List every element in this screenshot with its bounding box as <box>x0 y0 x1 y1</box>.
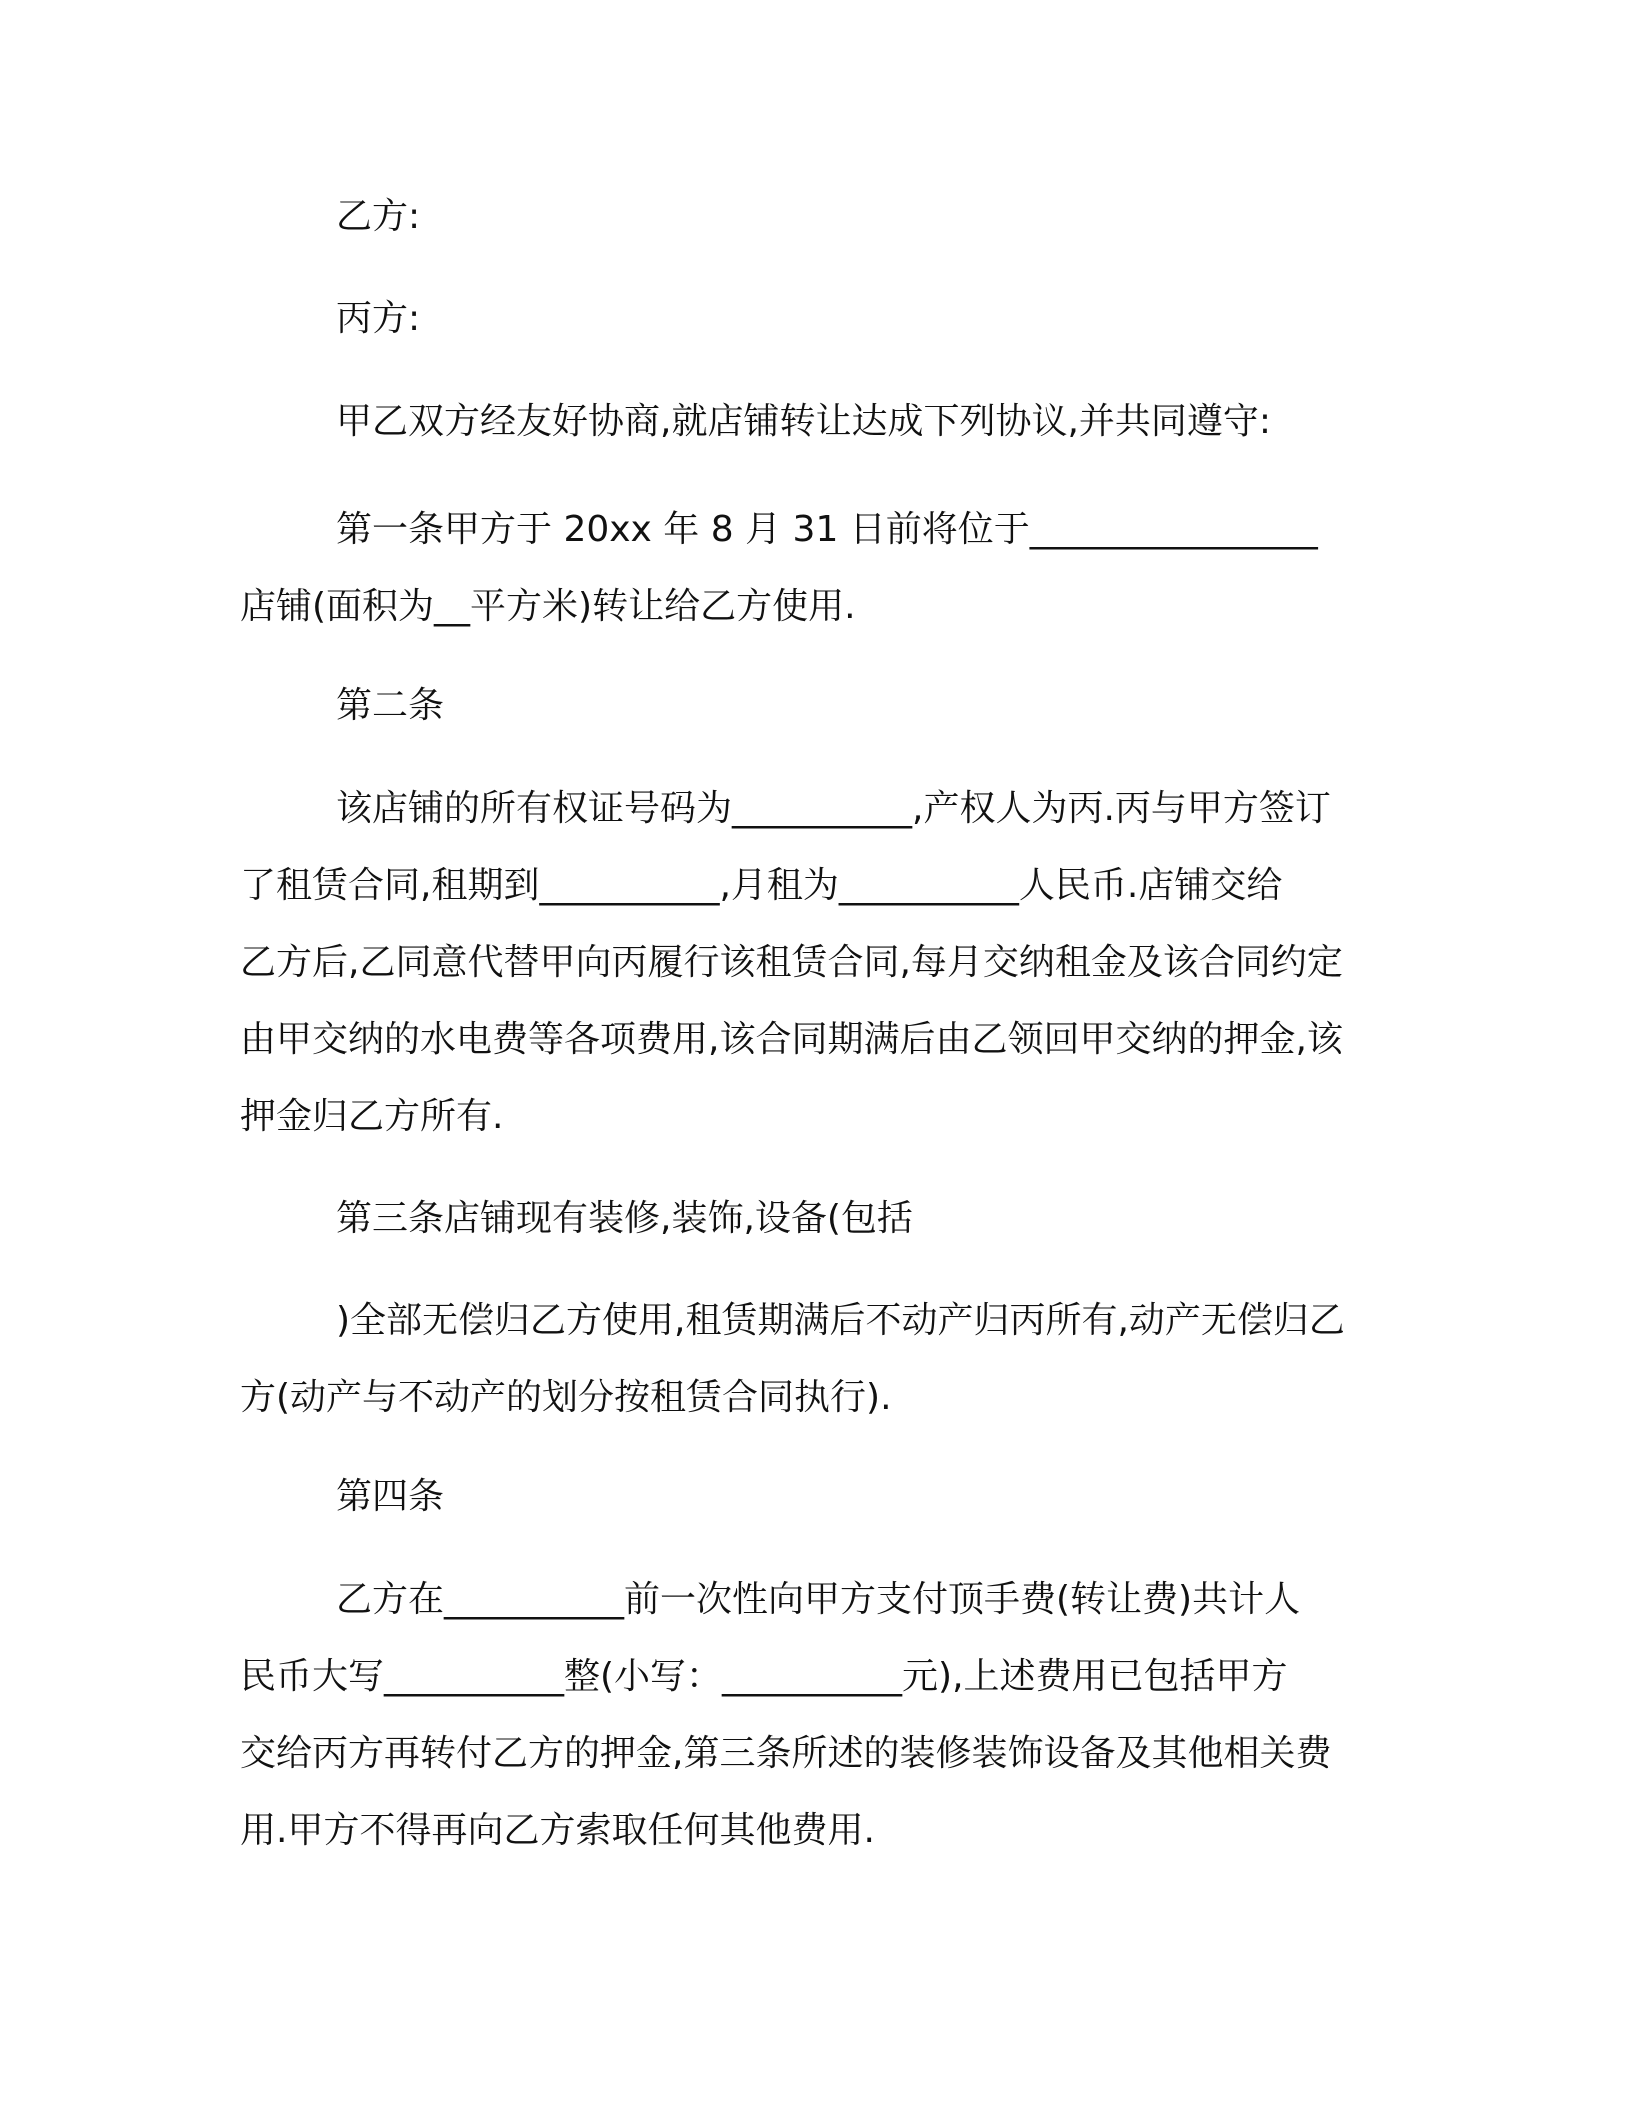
preamble-paragraph: 甲乙双方经友好协商,就店铺转让达成下列协议,并共同遵守: <box>336 401 1272 442</box>
article-3-paragraph <box>240 1282 1390 1436</box>
article-4-line: 乙方在__________前一次性向甲方支付顶手费(转让费)共计人 <box>336 1579 1301 1620</box>
article-2-line: 该店铺的所有权证号码为__________,产权人为丙.丙与甲方签订 <box>336 788 1331 829</box>
article-1-line: 店铺(面积为__平方米)转让给乙方使用. <box>240 586 856 627</box>
article-4-line: 用.甲方不得再向乙方索取任何其他费用. <box>240 1810 875 1851</box>
article-3-title: 第三条店铺现有装修,装饰,设备(包括 <box>336 1198 913 1239</box>
article-4-line: 交给丙方再转付乙方的押金,第三条所述的装修装饰设备及其他相关费 <box>240 1733 1332 1774</box>
article-3-line: 方(动产与不动产的划分按租赁合同执行). <box>240 1377 892 1418</box>
article-2-line: 由甲交纳的水电费等各项费用,该合同期满后由乙领回甲交纳的押金,该 <box>240 1019 1343 1060</box>
party-b-line: 乙方: <box>336 196 421 237</box>
party-c-line: 丙方: <box>336 298 421 339</box>
article-1-paragraph <box>240 491 1390 645</box>
article-2-line: 了租赁合同,租期到__________,月租为__________人民币.店铺交给 <box>240 865 1283 906</box>
article-4-line: 民币大写__________整(小写：__________元),上述费用已包括甲方 <box>240 1656 1288 1697</box>
article-4-title: 第四条 <box>336 1476 445 1517</box>
article-4-paragraph <box>240 1561 1390 1869</box>
article-1-line: 第一条甲方于 20xx 年 8 月 31 日前将位于________________ <box>336 509 1318 550</box>
article-3-line: )全部无偿归乙方使用,租赁期满后不动产归丙所有,动产无偿归乙 <box>336 1300 1345 1341</box>
article-2-line: 押金归乙方所有. <box>240 1096 504 1137</box>
article-2-title: 第二条 <box>336 685 445 726</box>
article-2-paragraph <box>240 770 1390 1155</box>
article-2-line: 乙方后,乙同意代替甲向丙履行该租赁合同,每月交纳租金及该合同约定 <box>240 942 1343 983</box>
